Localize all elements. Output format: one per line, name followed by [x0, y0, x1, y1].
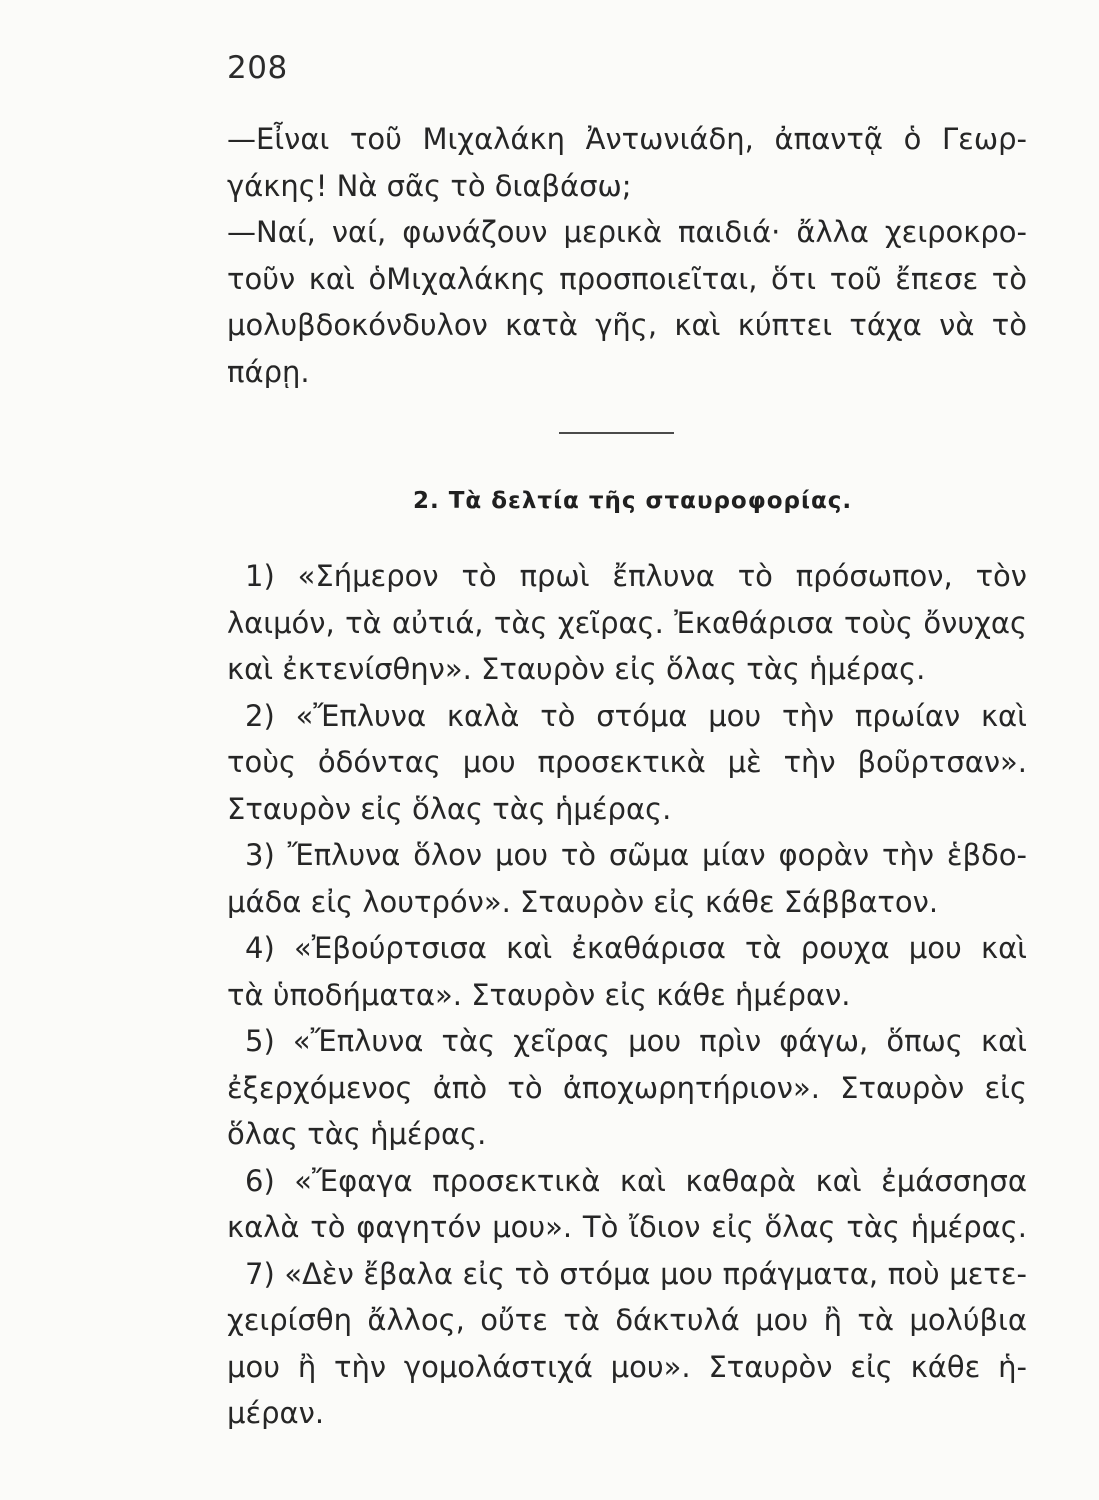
list-item	[227, 553, 1027, 693]
list-item-line: 1) «Σήμερον τὸ πρωὶ ἔπλυνα τὸ πρόσωπον, τὸν	[245, 559, 1027, 593]
list-item-line: 2) «Ἔπλυνα καλὰ τὸ στόμα μου τὴν πρωίαν καὶ	[245, 698, 1027, 733]
intro-line: τοῦν καὶ ὁΜιχαλάκης προσποιεῖται, ὅτι τοῦ ἔπεσε τὸ	[227, 261, 1027, 296]
list-item-line: καλὰ τὸ φαγητόν μου». Τὸ ἴδιον εἰς ὅλας τὰς ἡμέρας.	[227, 1210, 1027, 1244]
list-item-line: 3) Ἔπλυνα ὅλον μου τὸ σῶμα μίαν φορὰν τὴν ἑβδο-	[245, 838, 1027, 872]
list-item	[227, 693, 1027, 833]
intro-line: μολυβδοκόνδυλον κατὰ γῆς, καὶ κύπτει τάχα νὰ τὸ	[227, 308, 1027, 342]
list-item-line: 4) «Ἐβούρτσισα καὶ ἐκαθάρισα τὰ ρουχα μου καὶ	[245, 931, 1027, 965]
page-number: 208	[227, 50, 288, 86]
list-item-line: Σταυρὸν εἰς ὅλας τὰς ἡμέρας.	[227, 791, 672, 826]
list-item-line: τὰ ὑποδήματα». Σταυρὸν εἰς κάθε ἡμέραν.	[227, 977, 851, 1012]
list-item-line: τοὺς ὀδόντας μου προσεκτικὰ μὲ τὴν βοῦρτσαν».	[227, 745, 1027, 779]
list-item-line: χειρίσθη ἄλλος, οὔτε τὰ δάκτυλά μου ἢ τὰ μολύβια	[227, 1303, 1027, 1337]
list-item	[227, 925, 1027, 1018]
list-item-line: λαιμόν, τὰ αὐτιά, τὰς χεῖρας. Ἐκαθάρισα τοὺς ὄνυχας	[227, 605, 1027, 640]
intro-line: —Ναί, ναί, φωνάζουν μερικὰ παιδιά· ἄλλα χειροκρο-	[227, 215, 1027, 249]
intro-line: —Εἶναι τοῦ Μιχαλάκη Ἀντωνιάδη, ἀπαντᾷ ὁ Γεωρ-	[227, 122, 1027, 156]
intro-text	[227, 116, 1027, 395]
intro-line: γάκης! Νὰ σᾶς τὸ διαβάσω;	[227, 168, 632, 203]
section-divider	[559, 432, 674, 434]
list-item-line: μάδα εἰς λουτρόν». Σταυρὸν εἰς κάθε Σάββατον.	[227, 884, 939, 919]
list-item-line: καὶ ἐκτενίσθην». Σταυρὸν εἰς ὅλας τὰς ἡμέρας.	[227, 652, 926, 686]
list-item-line: ὅλας τὰς ἡμέρας.	[227, 1117, 487, 1151]
intro-line: πάρῃ.	[227, 354, 310, 389]
list-item-line: μου ἢ τὴν γομολάστιχά μου». Σταυρὸν εἰς κάθε ἡ-	[227, 1349, 1027, 1384]
hygiene-checklist	[227, 553, 1027, 1437]
list-item	[227, 1018, 1027, 1158]
list-item	[227, 1158, 1027, 1251]
list-item	[227, 1251, 1027, 1437]
list-item-line: 5) «Ἔπλυνα τὰς χεῖρας μου πρὶν φάγω, ὅπως καὶ	[245, 1024, 1027, 1058]
list-item-line: 6) «Ἔφαγα προσεκτικὰ καὶ καθαρὰ καὶ ἐμάσσησα	[245, 1163, 1027, 1198]
list-item-line: 7) «Δὲν ἔβαλα εἰς τὸ στόμα μου πράγματα, ποὺ μετε-	[245, 1256, 1027, 1291]
list-item-line: ἐξερχόμενος ἀπὸ τὸ ἀποχωρητήριον». Σταυρὸν εἰς	[227, 1070, 1027, 1105]
section-title: 2. Τὰ δελτία τῆς σταυροφορίας.	[413, 488, 853, 514]
list-item	[227, 832, 1027, 925]
list-item-line: μέραν.	[227, 1396, 325, 1430]
